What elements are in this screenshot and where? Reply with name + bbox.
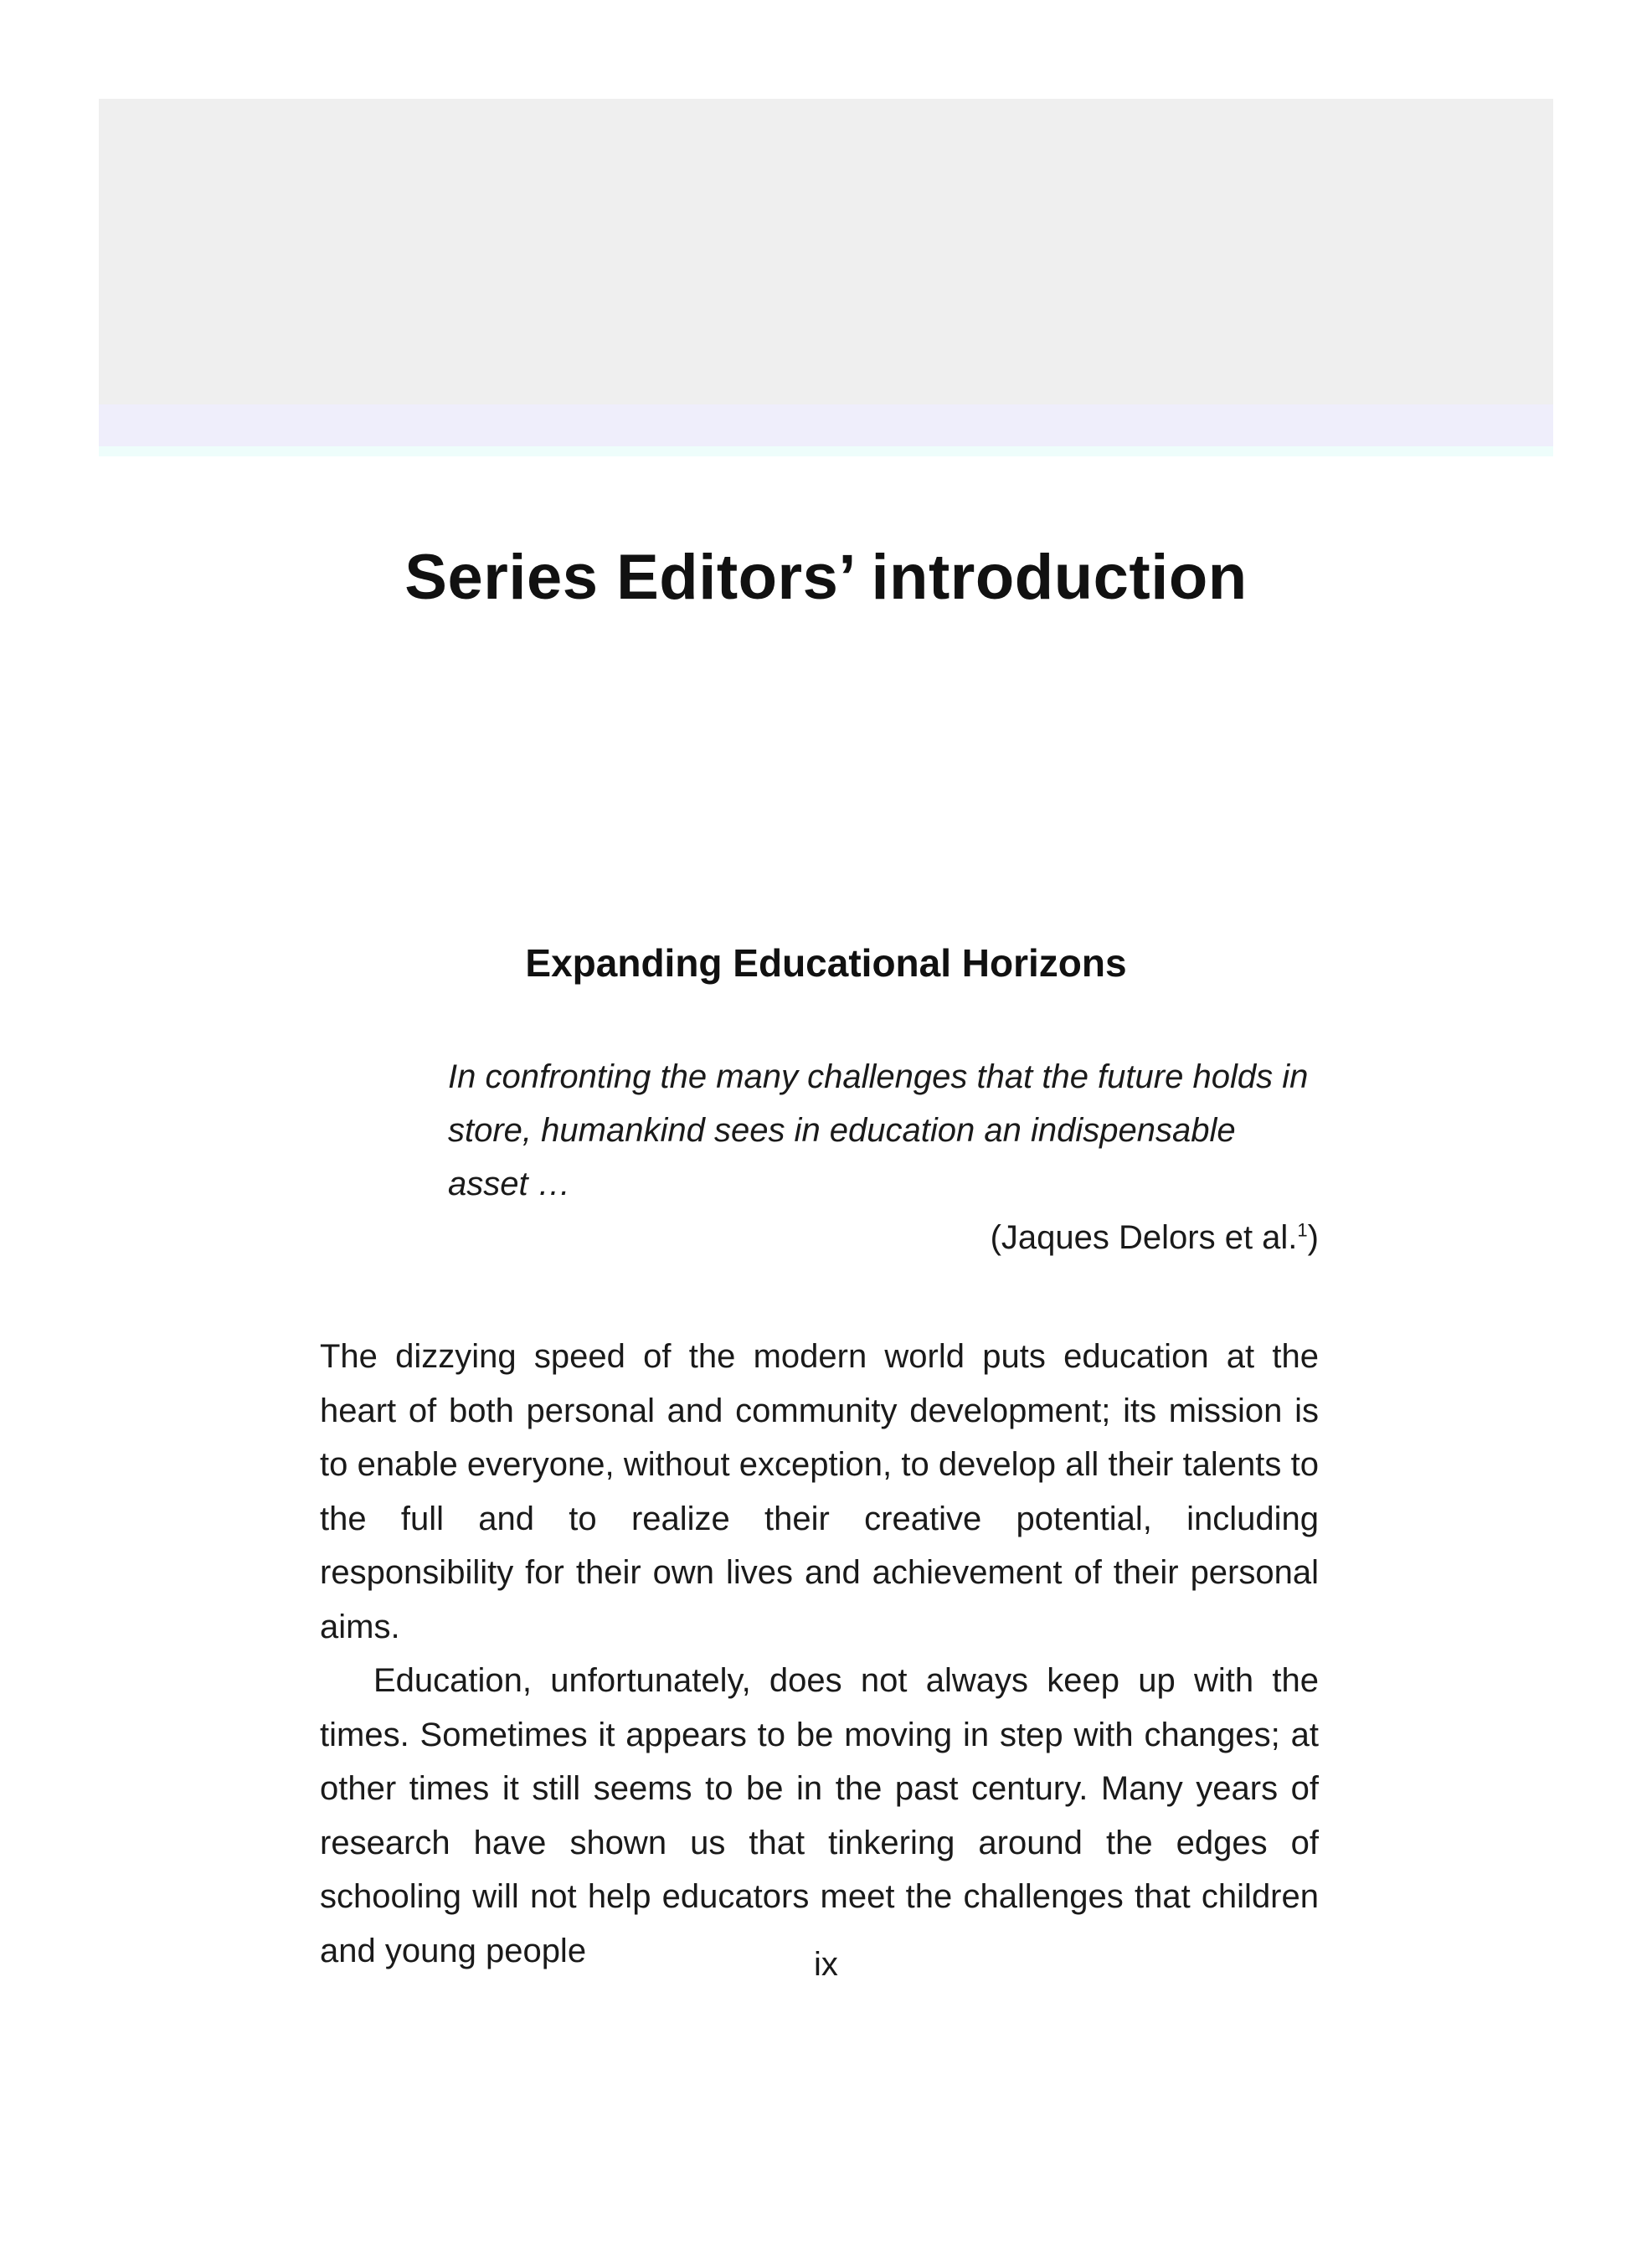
epigraph-attribution <box>754 1212 1319 1263</box>
attribution-close: ) <box>1307 1219 1319 1256</box>
page-number: ix <box>814 1946 838 1983</box>
epigraph-quote: In confronting the many challenges that the future holds in store, humankind sees in education an indispensable asset … <box>448 1058 1309 1202</box>
body-paragraph: The dizzying speed of the modern world puts education at the heart of both personal and community development; its mission is to enable everyone, without exception, to develop all their talents to the full and to realize their creative potential, including responsibility for their own lives and achievement of their personal aims. <box>320 1338 1319 1645</box>
page-title: Series Editors’ introduction <box>404 542 1248 613</box>
header-band-strip <box>99 404 1553 446</box>
body-paragraph: Education, unfortunately, does not always keep up with the times. Sometimes it appears to be moving in step with changes; at other times it still seems to be in the past century. Many years of research have shown us that tinkering around the edges of schooling will not help educators meet the challenges that children and young people <box>320 1662 1319 1969</box>
header-band-line <box>99 446 1553 456</box>
header-band <box>99 99 1553 404</box>
footnote-marker: 1 <box>1297 1219 1308 1241</box>
attribution-text: (Jaques Delors et al. <box>990 1219 1298 1256</box>
body-text <box>320 1330 1319 1978</box>
section-heading: Expanding Educational Horizons <box>525 941 1127 985</box>
